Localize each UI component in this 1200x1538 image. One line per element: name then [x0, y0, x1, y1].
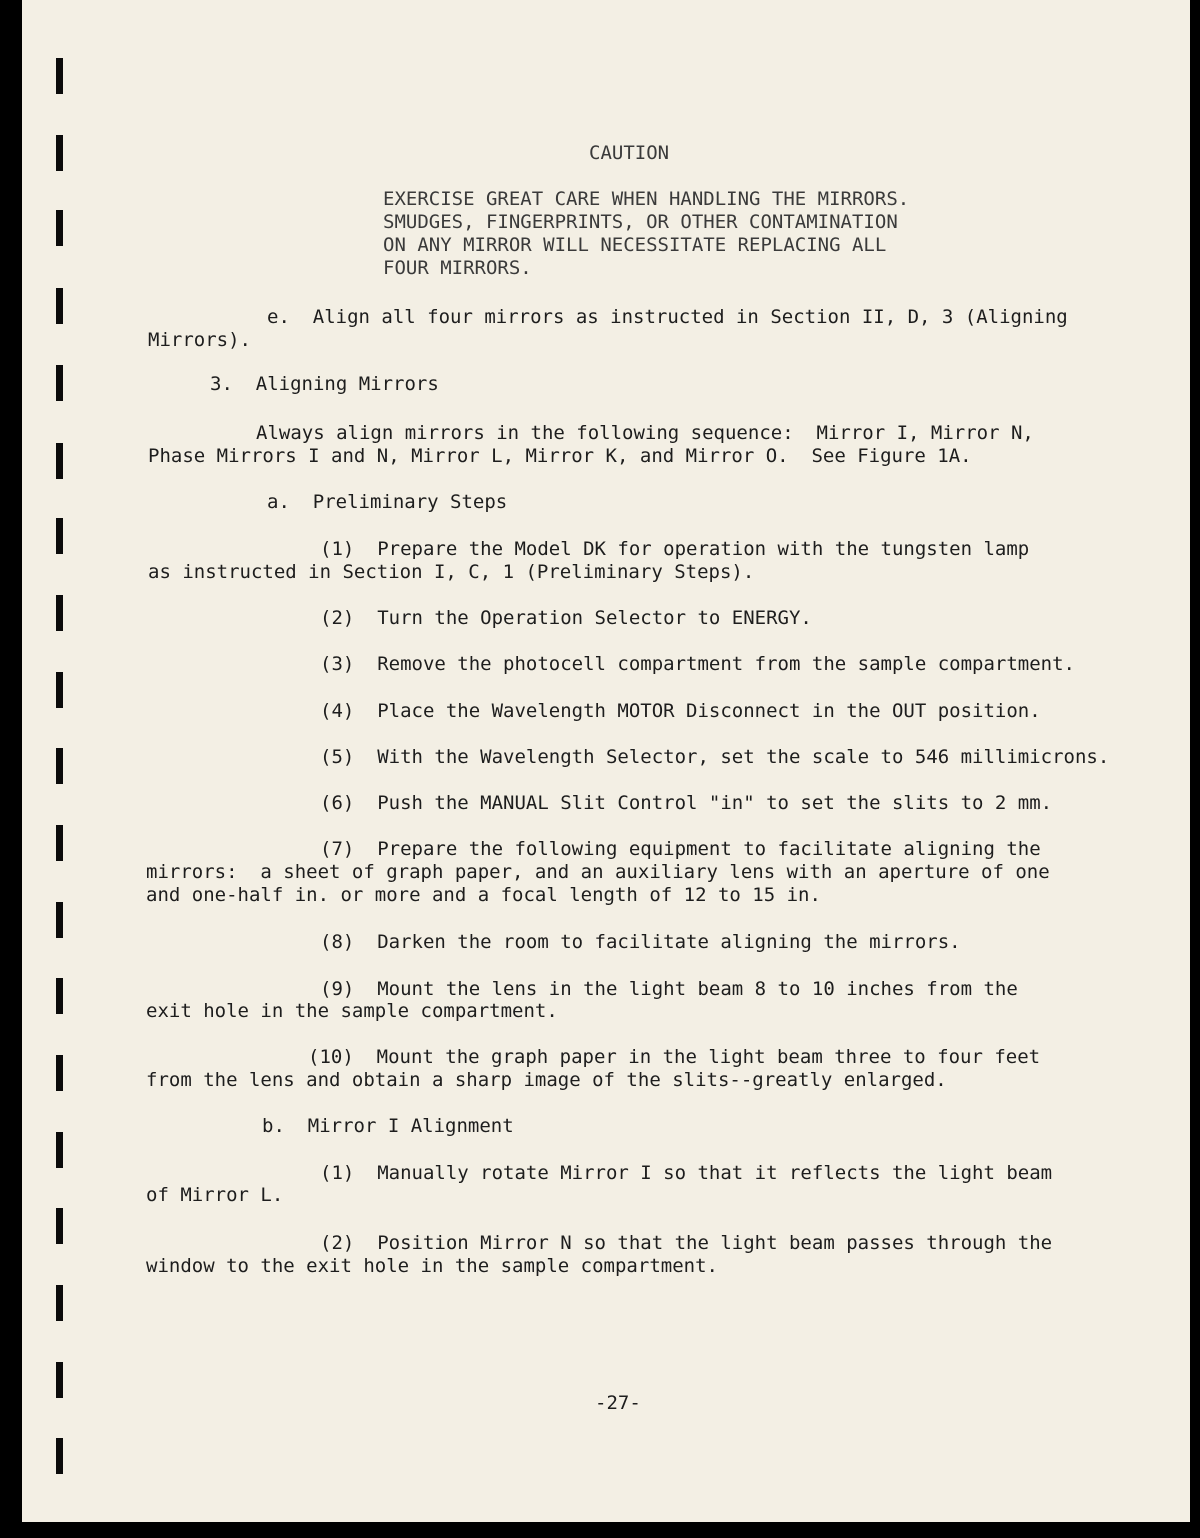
- subsection-heading: a. Preliminary Steps: [267, 491, 508, 513]
- binder-hole: [56, 902, 63, 938]
- binder-hole: [56, 1132, 63, 1168]
- section-heading: 3. Aligning Mirrors: [210, 373, 439, 395]
- step-text: (1) Manually rotate Mirror I so that it reflects the light beam: [320, 1162, 1053, 1184]
- subsection-heading: b. Mirror I Alignment: [262, 1115, 514, 1137]
- step-text: of Mirror L.: [146, 1184, 284, 1206]
- step-text: (3) Remove the photocell compartment from the sample compartment.: [320, 653, 1075, 675]
- step-text: mirrors: a sheet of graph paper, and an auxiliary lens with an aperture of one: [146, 861, 1050, 883]
- step-text: as instructed in Section I, C, 1 (Preliminary Steps).: [148, 561, 755, 583]
- binder-hole: [56, 825, 63, 861]
- step-text: (2) Turn the Operation Selector to ENERGY.: [320, 607, 812, 629]
- step-text: and one-half in. or more and a focal length of 12 to 15 in.: [146, 884, 821, 906]
- binder-hole: [56, 1055, 63, 1091]
- sequence-paragraph: Always align mirrors in the following sequence: Mirror I, Mirror N,: [256, 422, 1034, 444]
- step-e-text: Mirrors).: [148, 329, 251, 351]
- step-text: window to the exit hole in the sample compartment.: [146, 1255, 718, 1277]
- binder-hole: [56, 978, 63, 1014]
- caution-line: FOUR MIRRORS.: [383, 257, 532, 279]
- step-text: (10) Mount the graph paper in the light beam three to four feet: [308, 1046, 1041, 1068]
- step-text: (5) With the Wavelength Selector, set the scale to 546 millimicrons.: [320, 746, 1110, 768]
- step-text: (1) Prepare the Model DK for operation with the tungsten lamp: [320, 538, 1030, 560]
- binder-hole: [56, 748, 63, 784]
- step-e-text: e. Align all four mirrors as instructed in Section II, D, 3 (Aligning: [267, 306, 1068, 328]
- step-text: (2) Position Mirror N so that the light beam passes through the: [320, 1232, 1053, 1254]
- binder-hole: [56, 58, 63, 94]
- binder-hole: [56, 1208, 63, 1244]
- caution-line: SMUDGES, FINGERPRINTS, OR OTHER CONTAMINATION: [383, 211, 898, 233]
- binder-hole: [56, 210, 63, 246]
- binder-hole: [56, 1285, 63, 1321]
- step-text: (6) Push the MANUAL Slit Control "in" to set the slits to 2 mm.: [320, 792, 1053, 814]
- caution-title: CAUTION: [589, 142, 670, 164]
- binder-hole: [56, 443, 63, 479]
- binder-hole: [56, 595, 63, 631]
- document-page: [22, 0, 1190, 1522]
- step-text: (9) Mount the lens in the light beam 8 to 10 inches from the: [320, 978, 1018, 1000]
- binder-hole: [56, 365, 63, 401]
- caution-line: ON ANY MIRROR WILL NECESSITATE REPLACING ALL: [383, 234, 887, 256]
- step-text: (7) Prepare the following equipment to facilitate aligning the: [320, 838, 1041, 860]
- step-text: from the lens and obtain a sharp image of the slits--greatly enlarged.: [146, 1069, 947, 1091]
- binder-hole: [56, 135, 63, 171]
- sequence-paragraph: Phase Mirrors I and N, Mirror L, Mirror K, and Mirror O. See Figure 1A.: [148, 445, 972, 467]
- page-number: -27-: [595, 1392, 641, 1414]
- binder-hole: [56, 1362, 63, 1398]
- step-text: (8) Darken the room to facilitate aligning the mirrors.: [320, 931, 961, 953]
- binder-hole: [56, 288, 63, 324]
- step-text: (4) Place the Wavelength MOTOR Disconnect in the OUT position.: [320, 700, 1041, 722]
- caution-line: EXERCISE GREAT CARE WHEN HANDLING THE MIRRORS.: [383, 188, 910, 210]
- binder-hole: [56, 672, 63, 708]
- step-text: exit hole in the sample compartment.: [146, 1000, 558, 1022]
- binder-hole: [56, 518, 63, 554]
- binder-hole: [56, 1438, 63, 1474]
